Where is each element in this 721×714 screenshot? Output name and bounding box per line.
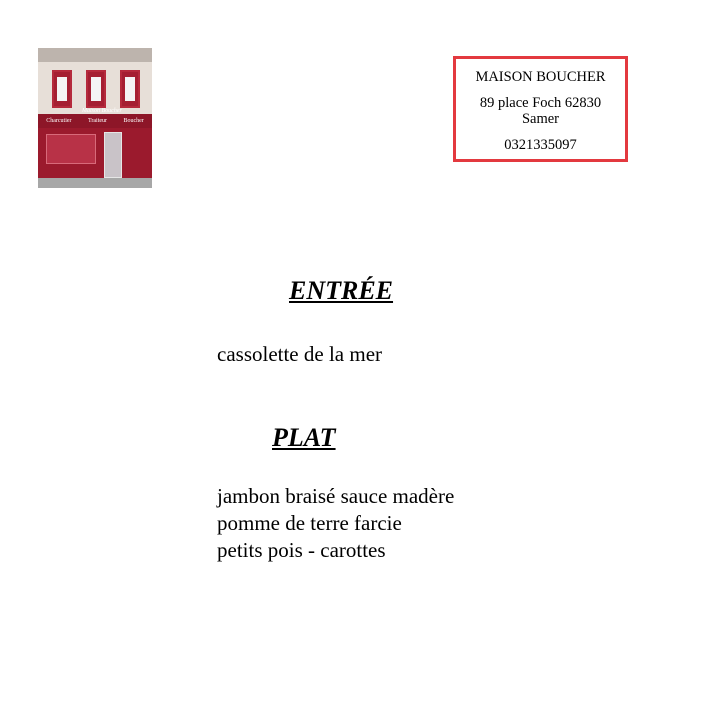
shop-street: 89 place Foch 62830 xyxy=(479,95,602,111)
address-box xyxy=(453,56,628,162)
shop-city: Samer xyxy=(521,111,560,127)
photo-sign-center: Traiteur xyxy=(87,118,108,124)
entree-heading: ENTRÉE xyxy=(289,276,394,305)
storefront-photo xyxy=(38,48,152,188)
menu-item: pomme de terre farcie xyxy=(217,511,402,535)
photo-sign-right: Boucher xyxy=(123,118,144,124)
plat-heading: PLAT xyxy=(272,423,336,452)
photo-ground xyxy=(38,178,152,188)
photo-door xyxy=(104,132,122,178)
entree-items xyxy=(217,341,382,368)
photo-script-logo: Maison Boucher xyxy=(82,108,122,114)
photo-sign-left: Charcutier xyxy=(46,118,72,124)
menu-item: petits pois - carottes xyxy=(217,538,386,562)
photo-window xyxy=(52,70,72,108)
photo-window xyxy=(86,70,106,108)
photo-roof xyxy=(38,48,152,62)
shop-phone: 0321335097 xyxy=(504,137,577,153)
photo-sign xyxy=(38,114,152,128)
photo-window xyxy=(120,70,140,108)
menu-item: cassolette de la mer xyxy=(217,342,383,366)
photo-shop-window xyxy=(46,134,96,164)
plat-items xyxy=(217,483,454,564)
shop-name: MAISON BOUCHER xyxy=(475,69,606,85)
menu-item: jambon braisé sauce madère xyxy=(217,484,455,508)
